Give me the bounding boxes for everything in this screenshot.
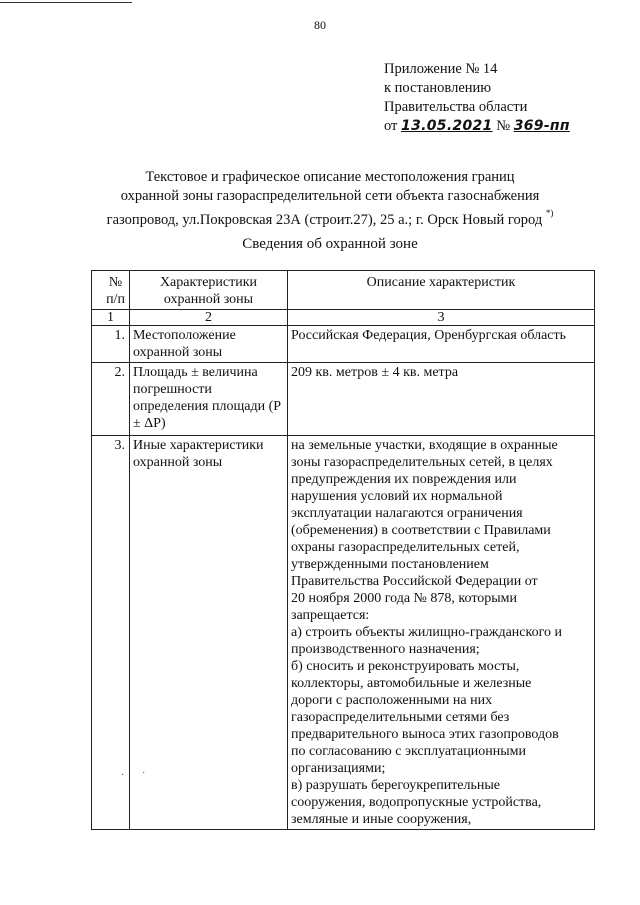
description-line: утвержденными постановлением <box>291 557 489 572</box>
description-line: нарушения условий их нормальной <box>291 489 503 504</box>
description-line: охраны газораспределительных сетей, <box>291 540 520 555</box>
row-number: 3. <box>92 436 130 830</box>
description-line: по согласованию с эксплуатационными <box>291 744 526 759</box>
footnote-mark: *) <box>545 208 554 218</box>
header-description: Описание характеристик <box>288 271 595 310</box>
index-cell-3: 3 <box>288 310 595 326</box>
description-line: в) разрушать берегоукрепительные <box>291 778 501 793</box>
description-line: Российская Федерация, Оренбургская область <box>291 328 567 343</box>
scan-speck: · <box>121 770 125 781</box>
header-characteristic: Характеристики охранной зоны <box>130 271 288 310</box>
description-line: 209 кв. метров ± 4 кв. метра <box>291 365 459 380</box>
description-line: предварительного выноса этих газопроводов <box>291 727 559 742</box>
row-description <box>288 326 595 363</box>
description-line: земляные и иные сооружения, <box>291 812 472 827</box>
appendix-block <box>384 60 624 136</box>
row-description <box>288 436 595 830</box>
header-num: № п/п <box>92 271 130 310</box>
appendix-line-2: к постановлению <box>384 80 492 96</box>
row-characteristic: Местоположение охранной зоны <box>130 326 288 363</box>
description-line: газораспределительными сетями без <box>291 710 510 725</box>
row-number: 1. <box>92 326 130 363</box>
description-line: организациями; <box>291 761 386 776</box>
title-line-2: охранной зоны газораспределительной сети объекта газоснабжения <box>120 188 540 204</box>
number-sign: № <box>496 118 511 134</box>
description-line: а) строить объекты жилищно-гражданского и <box>291 625 562 640</box>
description-line: б) сносить и реконструировать мосты, <box>291 659 520 674</box>
title-line-3 <box>60 206 600 230</box>
table-row <box>92 363 595 436</box>
section-subtitle: Сведения об охранной зоне <box>242 236 418 252</box>
description-line: на земельные участки, входящие в охранные <box>291 438 558 453</box>
description-line: запрещается: <box>291 608 370 623</box>
title-line-1: Текстовое и графическое описание местоположения границ <box>145 169 515 185</box>
header-rule <box>0 2 132 3</box>
handwritten-number: 369-пп <box>513 118 570 134</box>
handwritten-date: 13.05.2021 <box>401 118 493 134</box>
protection-zone-table <box>91 270 595 830</box>
description-line: Правительства Российской Федерации от <box>291 574 538 589</box>
table-header-row <box>92 271 595 310</box>
description-line: коллекторы, автомобильные и железные <box>291 676 532 691</box>
appendix-line-3: Правительства области <box>384 99 528 115</box>
row-characteristic: Площадь ± величина погрешности определения площади (Р ± ΔР) <box>130 363 288 436</box>
row-description <box>288 363 595 436</box>
table-row <box>92 326 595 363</box>
index-cell-1: 1 <box>92 310 130 326</box>
table-index-row <box>92 310 595 326</box>
row-number: 2. <box>92 363 130 436</box>
index-cell-2: 2 <box>130 310 288 326</box>
row-characteristic: Иные характеристики охранной зоны <box>130 436 288 830</box>
description-line: дороги с расположенными на них <box>291 693 493 708</box>
table-row <box>92 436 595 830</box>
description-line: зоны газораспределительных сетей, в целях <box>291 455 553 470</box>
date-prefix: от <box>384 118 398 134</box>
page-number: 80 <box>314 18 326 32</box>
description-line: сооружения, водопропускные устройства, <box>291 795 542 810</box>
document-title <box>60 168 600 230</box>
title-line-3-text: газопровод, ул.Покровская 23А (строит.27), 25 а.; г. Орск Новый город <box>106 211 543 228</box>
appendix-line-1: Приложение № 14 <box>384 61 498 77</box>
description-line: предупреждения их повреждения или <box>291 472 517 487</box>
description-line: производственного назначения; <box>291 642 480 657</box>
description-line: 20 ноября 2000 года № 878, которыми <box>291 591 518 606</box>
scan-speck: · <box>142 768 146 779</box>
description-line: (обременения) в соответствии с Правилами <box>291 523 551 538</box>
description-line: эксплуатации налагаются ограничения <box>291 506 523 521</box>
appendix-date-line <box>384 117 624 136</box>
